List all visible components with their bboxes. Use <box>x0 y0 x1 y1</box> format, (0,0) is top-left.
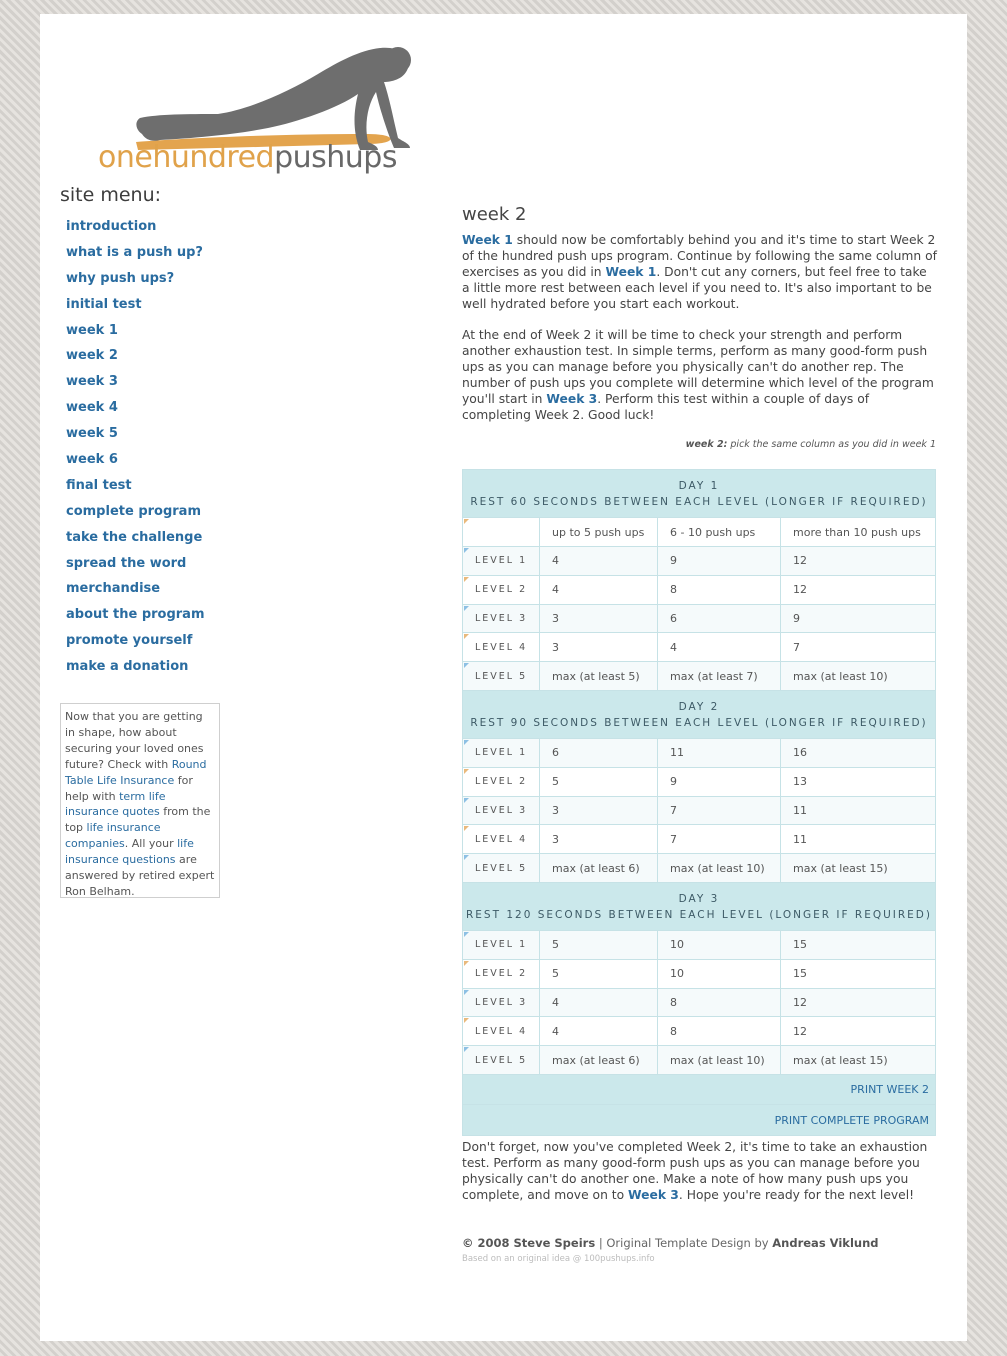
menu-link-take-the-challenge[interactable]: take the challenge <box>66 529 203 545</box>
sponsor-link-insurance-companies[interactable]: life insurance companies <box>65 821 161 851</box>
level-label: LEVEL 3 <box>463 988 540 1017</box>
menu-link-why-push-ups[interactable]: why push ups? <box>66 270 175 286</box>
table-cell: 12 <box>781 575 936 604</box>
table-cell: 16 <box>781 738 936 767</box>
print-row <box>463 1105 936 1136</box>
menu-link-spread-the-word[interactable]: spread the word <box>66 555 187 571</box>
sponsor-text: are answered by retired expert Ron Belham. <box>65 853 215 898</box>
level-label: LEVEL 1 <box>463 547 540 576</box>
table-row <box>463 1017 936 1046</box>
sponsor-text: from the top <box>65 805 211 835</box>
sponsor-link-term-life-quotes[interactable]: term life insurance quotes <box>65 789 166 819</box>
table-cell: 4 <box>540 547 658 576</box>
note-label: week 2: <box>685 439 728 450</box>
level-label: LEVEL 4 <box>463 1017 540 1046</box>
menu-link-week-1[interactable]: week 1 <box>66 322 118 338</box>
level-label: LEVEL 4 <box>463 825 540 854</box>
table-cell: 5 <box>540 930 658 959</box>
week-1-link[interactable]: Week 1 <box>462 233 513 247</box>
page-title: week 2 <box>462 204 527 225</box>
table-row <box>463 547 936 576</box>
table-row <box>463 796 936 825</box>
table-row <box>463 854 936 883</box>
level-label: LEVEL 2 <box>463 575 540 604</box>
table-cell: 4 <box>540 575 658 604</box>
copyright: © 2008 Steve Speirs <box>462 1236 596 1250</box>
table-cell: 15 <box>781 930 936 959</box>
table-row <box>463 662 936 691</box>
menu-link-make-a-donation[interactable]: make a donation <box>66 659 189 675</box>
table-cell: 5 <box>540 767 658 796</box>
menu-link-merchandise[interactable]: merchandise <box>66 581 161 597</box>
table-cell: 3 <box>540 604 658 633</box>
closing-paragraph <box>462 1140 938 1204</box>
table-cell: max (at least 10) <box>781 662 936 691</box>
column-header: 6 - 10 push ups <box>658 518 781 547</box>
table-cell: max (at least 10) <box>658 1046 781 1075</box>
footer-text: | Original Template Design by <box>595 1236 773 1250</box>
table-cell: 3 <box>540 633 658 662</box>
table-cell: 6 <box>658 604 781 633</box>
day-2-header <box>463 690 936 738</box>
table-row <box>463 767 936 796</box>
sponsor-text: for help with <box>65 773 193 803</box>
workout-table <box>462 469 936 1136</box>
level-label: LEVEL 3 <box>463 796 540 825</box>
level-label: LEVEL 2 <box>463 767 540 796</box>
paragraph-text: At the end of Week 2 it will be time to check your strength and perform another exhaustion test. In simple terms, perform as many good-form push ups as you can manage before you physically can't do another rep. The number of push ups you complete will determine which level of the program you'll start in <box>462 328 934 406</box>
menu-link-week-6[interactable]: week 6 <box>66 452 118 468</box>
table-cell: 10 <box>658 959 781 988</box>
menu-link-what-is-a-push-up[interactable]: what is a push up? <box>66 244 203 260</box>
table-cell: 13 <box>781 767 936 796</box>
paragraph-text: . Perform this test within a couple of days of completing Week 2. Good luck! <box>462 391 870 422</box>
table-row <box>463 988 936 1017</box>
menu-link-introduction[interactable]: introduction <box>66 219 157 234</box>
table-cell: 7 <box>658 796 781 825</box>
level-label: LEVEL 5 <box>463 854 540 883</box>
table-cell: 8 <box>658 575 781 604</box>
level-label: LEVEL 1 <box>463 930 540 959</box>
table-cell: max (at least 7) <box>658 662 781 691</box>
table-cell: 12 <box>781 1017 936 1046</box>
day-3-header <box>463 882 936 930</box>
menu-link-week-2[interactable]: week 2 <box>66 348 118 364</box>
day-label: DAY 2 <box>678 700 720 713</box>
rest-label: REST 60 SECONDS BETWEEN EACH LEVEL (LONGER IF REQUIRED) <box>470 496 928 508</box>
paragraph-text: should now be comfortably behind you and it's time to start Week 2 of the hundred push ups program. Continue by following the same column of exercises as you did in <box>462 233 937 279</box>
print-row <box>463 1074 936 1105</box>
site-logo-text[interactable]: onehundredpushups <box>98 140 397 175</box>
footer-credits <box>462 1236 879 1250</box>
table-cell: 9 <box>658 547 781 576</box>
table-cell: 11 <box>781 796 936 825</box>
paragraph-text: Don't forget, now you've completed Week 2, it's time to take an exhaustion test. Perform as many good-form push ups as you can manage before you physically can't do another one. Make a note of how many push ups you complete, and move on to <box>462 1140 928 1202</box>
rest-label: REST 90 SECONDS BETWEEN EACH LEVEL (LONGER IF REQUIRED) <box>470 716 928 729</box>
table-cell: 9 <box>658 767 781 796</box>
table-cell: 3 <box>540 825 658 854</box>
site-menu-heading: site menu: <box>60 184 162 206</box>
rest-label: REST 120 SECONDS BETWEEN EACH LEVEL (LONGER IF REQUIRED) <box>465 908 932 921</box>
table-cell: 9 <box>781 604 936 633</box>
table-cell: 3 <box>540 796 658 825</box>
table-row <box>463 633 936 662</box>
note-text: pick the same column as you did in week 1 <box>727 439 936 450</box>
table-cell: max (at least 5) <box>540 662 658 691</box>
paragraph-text: . Don't cut any corners, but feel free to take a little more rest between each level if you need to. It's also important to be well hydrated before you start each workout. <box>462 264 932 311</box>
table-cell: 11 <box>781 825 936 854</box>
day-label: DAY 3 <box>678 892 720 905</box>
table-cell: max (at least 6) <box>540 854 658 883</box>
footer-origin-note: Based on an original idea @ 100pushups.info <box>462 1254 655 1264</box>
table-row <box>463 604 936 633</box>
table-cell: 12 <box>781 547 936 576</box>
table-row <box>463 825 936 854</box>
week-1-link[interactable]: Week 1 <box>605 264 657 279</box>
table-row <box>463 959 936 988</box>
menu-link-promote-yourself[interactable]: promote yourself <box>66 633 193 649</box>
day-1-header <box>463 470 936 518</box>
table-row <box>463 1046 936 1075</box>
site-menu <box>66 214 205 680</box>
sponsor-text: Now that you are getting in shape, how about securing your loved ones future? Check with <box>65 710 204 771</box>
table-cell: 15 <box>781 959 936 988</box>
table-cell: 11 <box>658 738 781 767</box>
sponsor-box <box>60 703 220 898</box>
table-cell: 4 <box>540 988 658 1017</box>
menu-link-initial-test[interactable]: initial test <box>66 296 142 312</box>
level-label: LEVEL 1 <box>463 738 540 767</box>
table-cell: 7 <box>781 633 936 662</box>
table-corner-cell <box>463 518 540 547</box>
level-label: LEVEL 2 <box>463 959 540 988</box>
table-cell: max (at least 15) <box>781 1046 936 1075</box>
menu-link-complete-program[interactable]: complete program <box>66 503 202 519</box>
week-3-link[interactable]: Week 3 <box>546 391 598 406</box>
sponsor-link-round-table[interactable]: Round Table Life Insurance <box>65 757 207 787</box>
table-cell: 8 <box>658 988 781 1017</box>
menu-link-week-5[interactable]: week 5 <box>66 426 118 442</box>
sponsor-text: . All your <box>124 837 178 851</box>
menu-link-about-the-program[interactable]: about the program <box>66 607 205 623</box>
column-header: up to 5 push ups <box>540 518 658 547</box>
table-cell: 4 <box>540 1017 658 1046</box>
table-row <box>463 575 936 604</box>
exhaustion-test-paragraph <box>462 328 938 423</box>
table-cell: max (at least 15) <box>781 854 936 883</box>
table-cell: max (at least 6) <box>540 1046 658 1075</box>
table-cell: 8 <box>658 1017 781 1046</box>
menu-link-week-3[interactable]: week 3 <box>66 374 118 390</box>
column-header: more than 10 push ups <box>781 518 936 547</box>
paragraph-text: . Hope you're ready for the next level! <box>678 1187 915 1202</box>
column-note <box>686 439 936 450</box>
print-complete-program-link[interactable]: PRINT COMPLETE PROGRAM <box>774 1113 929 1127</box>
table-cell: 7 <box>658 825 781 854</box>
level-label: LEVEL 3 <box>463 604 540 633</box>
designer-credit: Andreas Viklund <box>772 1236 879 1250</box>
print-week-2-link[interactable]: PRINT WEEK 2 <box>850 1083 929 1097</box>
day-label: DAY 1 <box>678 480 720 492</box>
level-label: LEVEL 4 <box>463 633 540 662</box>
table-cell: max (at least 10) <box>658 854 781 883</box>
week-3-link[interactable]: Week 3 <box>628 1187 679 1202</box>
page-container <box>40 14 967 1341</box>
table-row <box>463 738 936 767</box>
table-row <box>463 930 936 959</box>
sponsor-link-insurance-questions[interactable]: life insurance questions <box>65 837 194 867</box>
menu-link-week-4[interactable]: week 4 <box>66 400 118 416</box>
menu-link-final-test[interactable]: final test <box>66 477 132 493</box>
table-cell: 12 <box>781 988 936 1017</box>
level-label: LEVEL 5 <box>463 662 540 691</box>
level-label: LEVEL 5 <box>463 1046 540 1075</box>
table-cell: 6 <box>540 738 658 767</box>
intro-paragraph <box>462 233 938 313</box>
table-cell: 5 <box>540 959 658 988</box>
table-cell: 4 <box>658 633 781 662</box>
table-cell: 10 <box>658 930 781 959</box>
